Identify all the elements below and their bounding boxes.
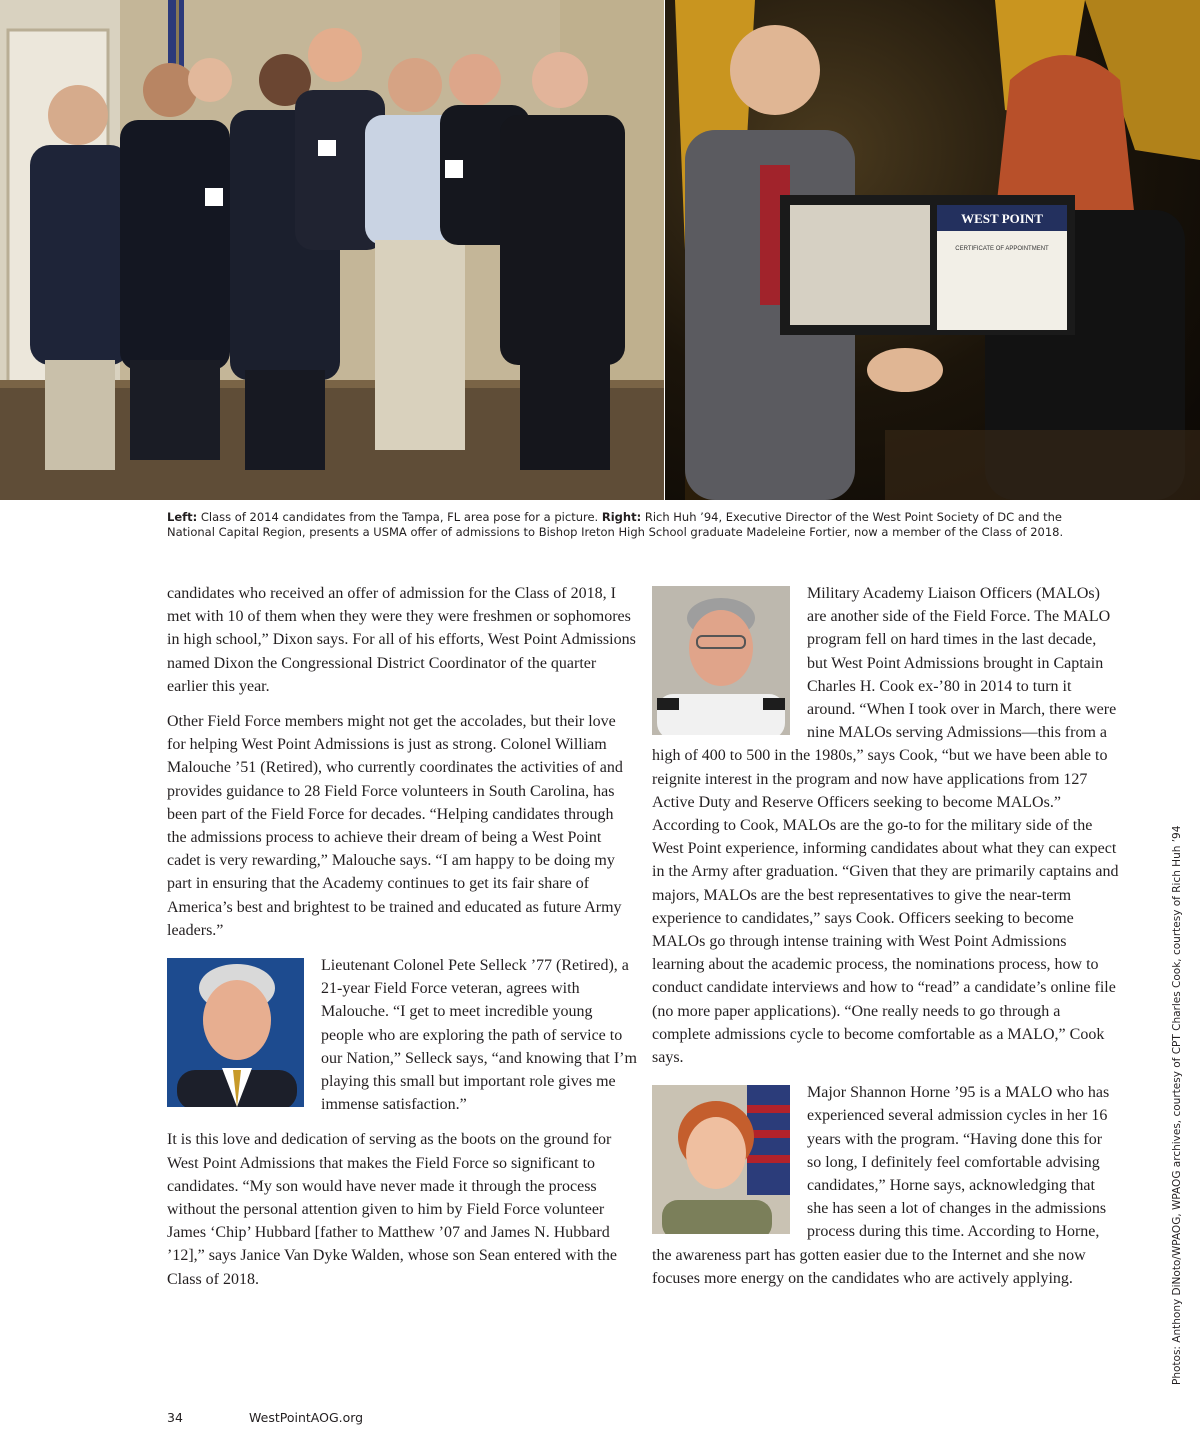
candidates-group-photo xyxy=(0,0,664,500)
right-paragraph-1: Military Academy Liaison Officers (MALOs) are another side of the Field Force. The MALO program fell on hard times in the last decade, but West Point Admissions brought in Captain Charles H. Cook ex-’80 in 2014 to turn it around. “When I took over in March, there were nine MALOs serving Admissions—this from a high of 400 to 500 in the 1980s,” says Cook, “but we have been able to reignite interest in the program and now have applications from 127 Active Duty and Reserve Officers seeking to become MALOs.” According to Cook, MALOs are the go-to for the military side of the West Point experience, informing candidates about what they can expect in the Army after graduation. “Given that they are primarily captains and majors, MALOs are the best representatives to give the near-term experience to candidates,” says Cook. Officers seeking to become MALOs go through intense training with West Point Admissions learning about the academic process, the nominations process, how to conduct candidate interviews and how to “read” a candidate’s online file (no more paper applications). “One really needs to go through a complete admissions cycle to become comfortable as a MALO,” Cook says. xyxy=(652,585,1119,1067)
right-column xyxy=(652,582,1120,1302)
caption-right-label: Right: xyxy=(601,510,642,524)
cook-portrait xyxy=(652,586,790,735)
left-column xyxy=(167,582,637,1303)
horne-portrait-illustration xyxy=(652,1085,790,1234)
page-footer xyxy=(167,1410,363,1425)
cook-portrait-illustration xyxy=(652,586,790,735)
candidates-group-illustration xyxy=(0,0,664,500)
left-paragraph-3: Lieutenant Colonel Pete Selleck ’77 (Retired), a 21-year Field Force veteran, agrees with Malouche. “I get to meet incredible young people who are exploring the path of service to our Nation,” Selleck says, “and knowing that I’m playing this small but important role gives me immense satisfaction.” xyxy=(321,957,637,1114)
right-paragraph-2: Major Shannon Horne ’95 is a MALO who has experienced several admission cycles in her 16 years with the program. “Having done this for so long, I definitely feel comfortable advising candidates,” Horne says, acknowledging that she has seen a lot of changes in the admissions process during this time. According to Horne, the awareness part has gotten easier due to the Internet and she now focuses more energy on the candidates who are actively applying. xyxy=(652,1084,1110,1287)
certificate-presentation-photo xyxy=(665,0,1200,500)
horne-portrait xyxy=(652,1085,790,1234)
left-paragraph-4: It is this love and dedication of serving as the boots on the ground for West Point Admissions that makes the Field Force so significant to candidates. “My son would have never made it through the process without the personal attention given to him by Field Force volunteer James ‘Chip’ Hubbard [father to Matthew ’07 and James N. Hubbard ’12],” says Janice Van Dyke Walden, whose son Sean entered with the Class of 2018. xyxy=(167,1131,617,1288)
left-paragraph-2: Other Field Force members might not get the accolades, but their love for helping West Point Admissions is just as strong. Colonel William Malouche ’51 (Retired), who currently coordinates the activities of and provides guidance to 28 Field Force volunteers in South Carolina, has been part of the Field Force for decades. “Helping candidates through the admissions process to achieve their dream of being a West Point cadet is very rewarding,” Malouche says. “I am happy to be doing my part in ensuring that the Academy continues to get its fair share of America’s best and brightest to be trained and educated as future Army leaders.” xyxy=(167,713,623,939)
photo-credit: Photos: Anthony DiNoto/WPAOG, WPAOG archives, courtesy of CPT Charles Cook, courtesy of Rich Huh ’94 xyxy=(1171,825,1183,1385)
photo-caption xyxy=(167,510,1087,540)
caption-left-text: Class of 2014 candidates from the Tampa, FL area pose for a picture. xyxy=(197,510,602,524)
footer-website-link[interactable]: WestPointAOG.org xyxy=(249,1410,364,1425)
caption-left-label: Left: xyxy=(167,510,198,524)
selleck-portrait-illustration xyxy=(167,958,304,1107)
page-number: 34 xyxy=(167,1410,183,1425)
caption-right-text: Rich Huh ’94, Executive Director of the West Point Society of DC and the National Capital Region, presents a USMA offer of admissions to Bishop Ireton High School graduate Madeleine Fortier, now a member of the Class of 2018. xyxy=(167,510,1064,539)
certificate-header-text: WEST POINT xyxy=(961,211,1043,226)
certificate-presentation-illustration xyxy=(665,0,1200,500)
certificate-title-text: CERTIFICATE OF APPOINTMENT xyxy=(955,246,1049,252)
selleck-portrait xyxy=(167,958,304,1107)
left-paragraph-1: candidates who received an offer of admission for the Class of 2018, I met with 10 of them when they were they were freshmen or sophomores in high school,” Dixon says. For all of his efforts, West Point Admissions named Dixon the Congressional District Coordinator of the quarter earlier this year. xyxy=(167,585,636,695)
